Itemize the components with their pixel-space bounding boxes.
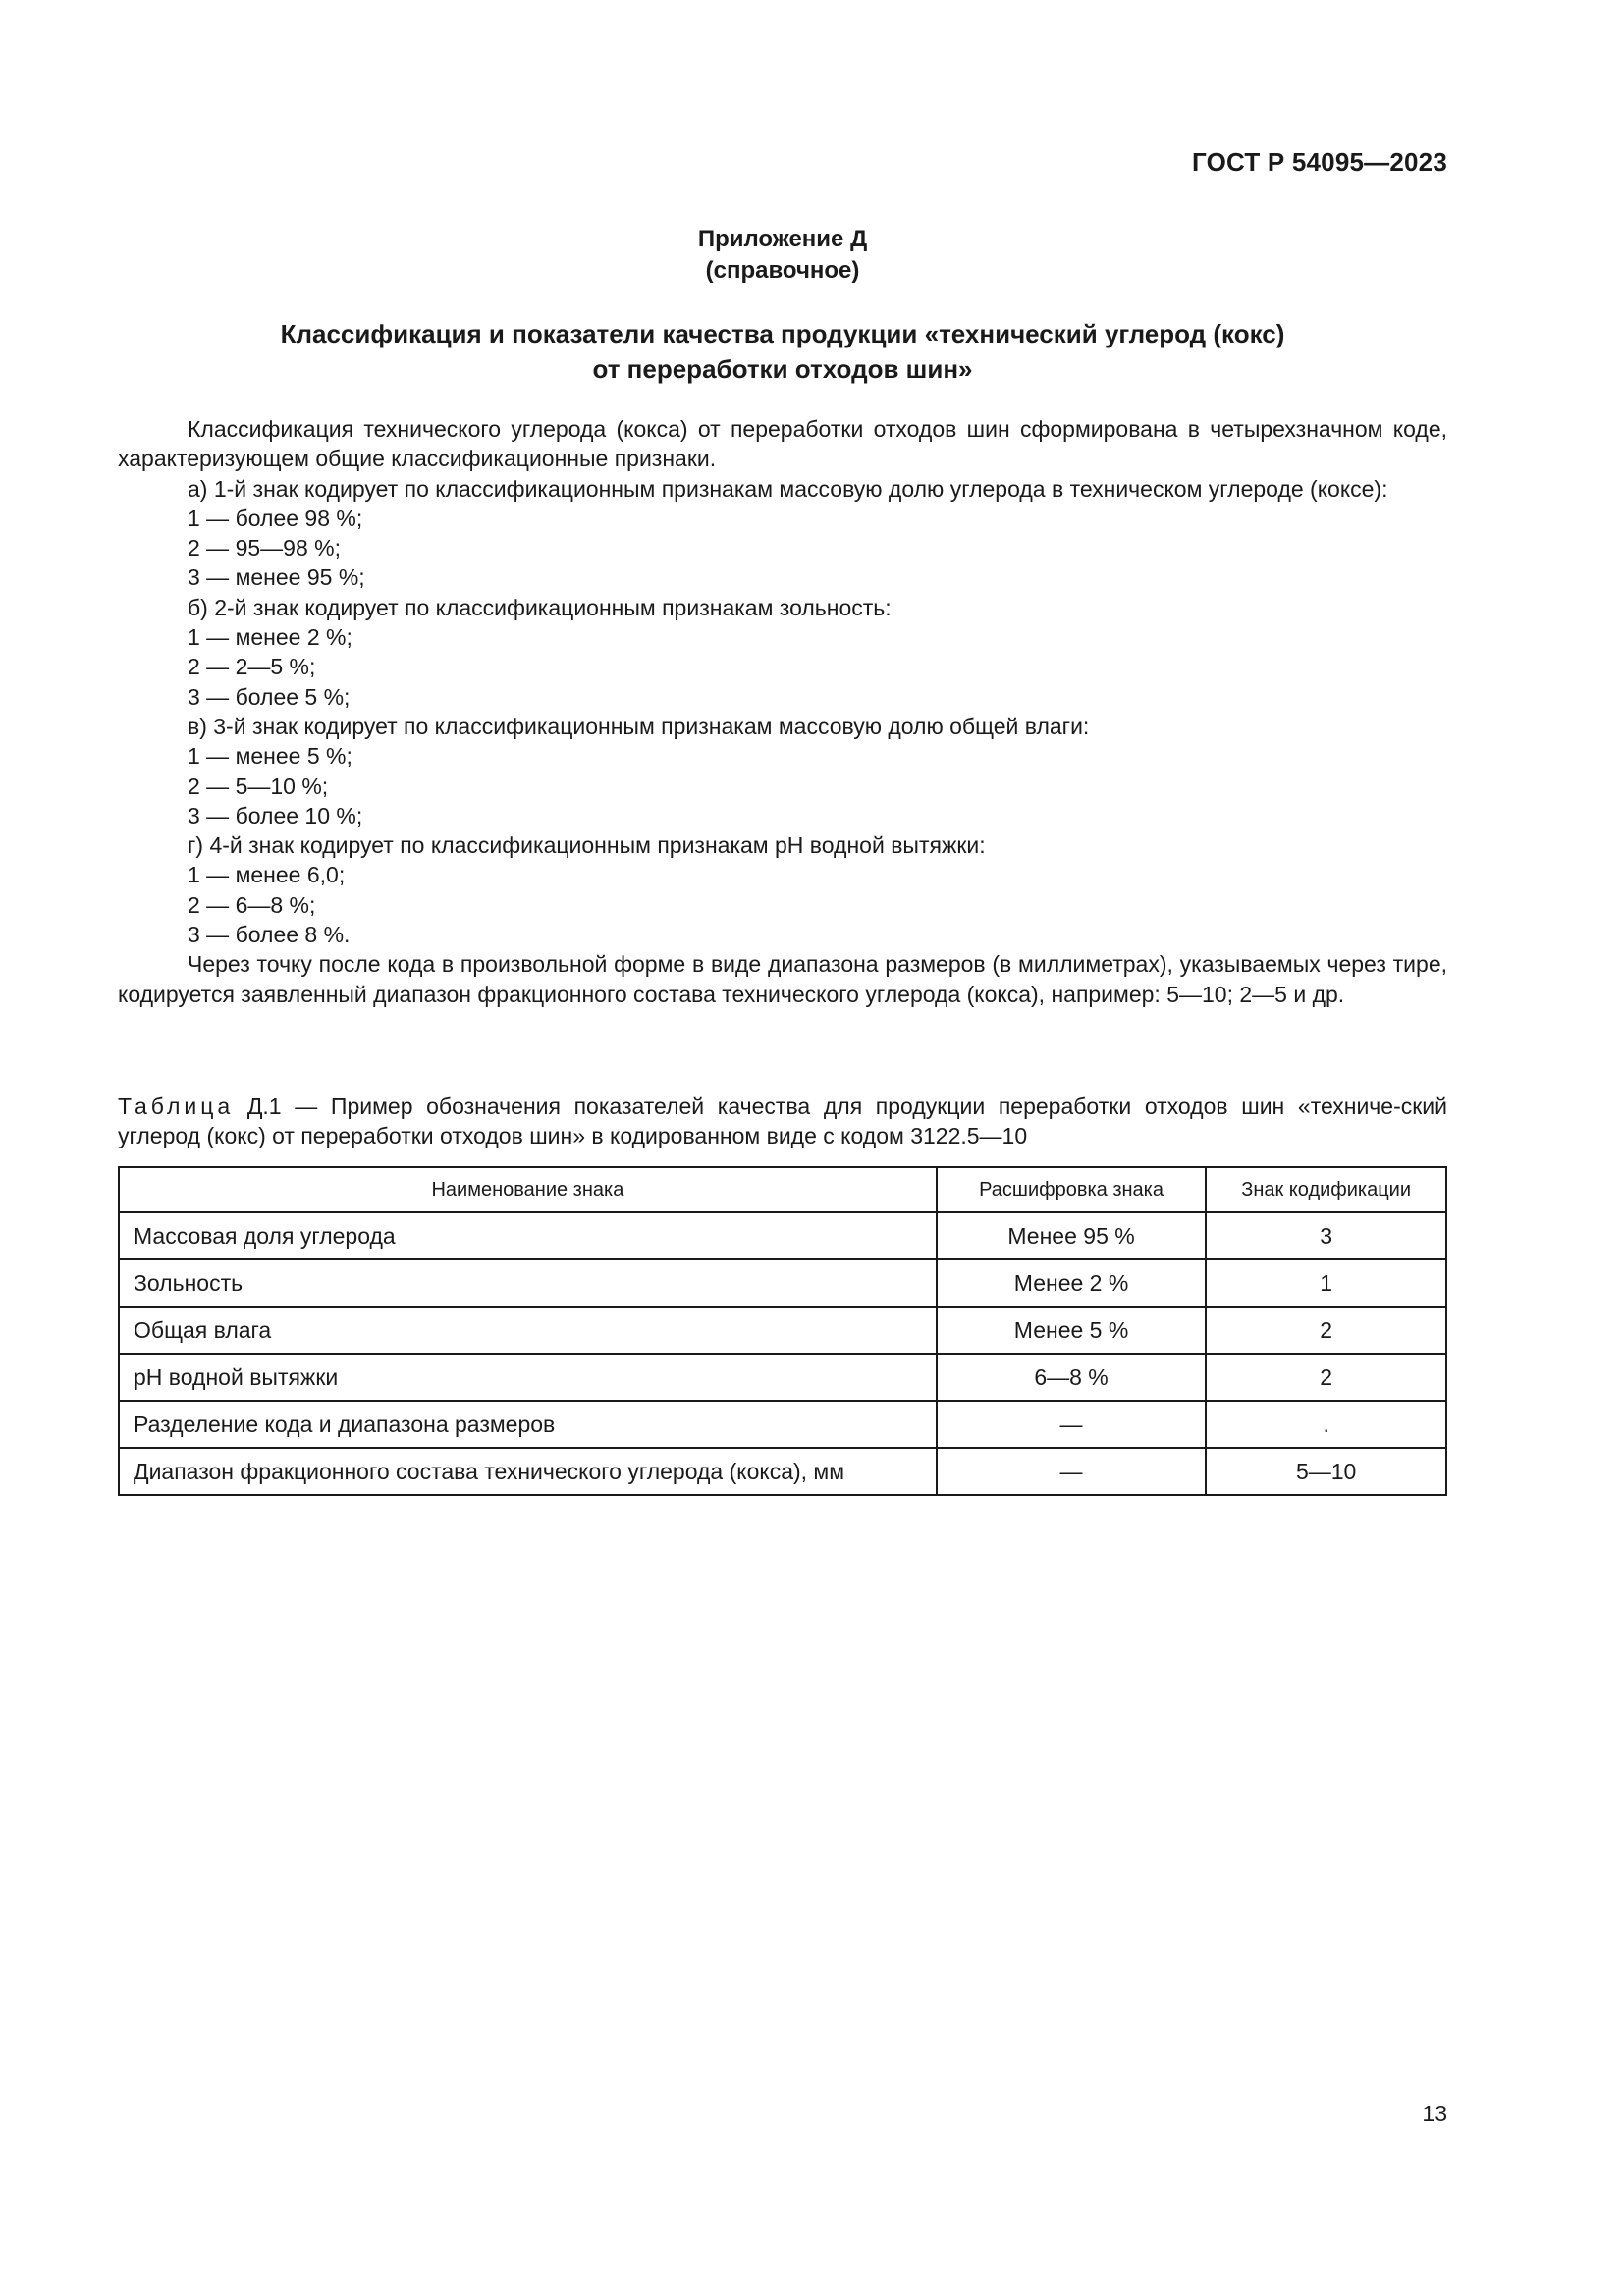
column-header: Расшифровка знака: [937, 1167, 1206, 1212]
table-header-row: [119, 1167, 1446, 1212]
table-caption-text: — Пример обозначения показателей качества для продукции переработки отходов шин «техниче-ский углерод (кокс) от переработки отходов шин» в кодированном виде с кодом 3122.5—10: [118, 1094, 1447, 1149]
list-item: 2 — 2—5 %;: [188, 654, 316, 680]
table-cell: рН водной вытяжки: [119, 1354, 937, 1401]
table-cell: 6—8 %: [937, 1354, 1206, 1401]
list-item: 1 — менее 5 %;: [188, 743, 352, 770]
list-item: 1 — менее 6,0;: [188, 862, 346, 888]
list-item: 1 — менее 2 %;: [188, 624, 352, 651]
table-row: [119, 1354, 1446, 1401]
table-caption: [118, 1092, 1447, 1151]
list-item: 3 — более 5 %;: [188, 683, 351, 710]
page-number: 13: [1422, 2101, 1447, 2126]
list-item: 2 — 6—8 %;: [188, 891, 316, 918]
list-item: 3 — более 10 %;: [188, 802, 363, 828]
table-cell: Общая влага: [119, 1307, 937, 1354]
item-b-heading: б) 2-й знак кодирует по классификационным признакам зольность:: [188, 594, 892, 620]
table-row: [119, 1448, 1446, 1495]
intro-paragraph: Классификация технического углерода (кокса) от переработки отходов шин сформирована в четырехзначном коде, характеризующем общие классификационные признаки.: [118, 416, 1447, 472]
table-cell: —: [937, 1401, 1206, 1448]
list-item: 2 — 95—98 %;: [188, 535, 341, 561]
table-cell: Диапазон фракционного состава технического углерода (кокса), мм: [119, 1448, 937, 1495]
table-cell: 5—10: [1206, 1448, 1446, 1495]
table-row: [119, 1212, 1446, 1259]
body-text: [118, 414, 1447, 1009]
document-code: ГОСТ Р 54095—2023: [1192, 147, 1447, 177]
column-header: Знак кодификации: [1206, 1167, 1446, 1212]
appendix-label: Приложение Д: [697, 226, 868, 252]
appendix-title: [118, 316, 1447, 387]
table-cell: .: [1206, 1401, 1446, 1448]
table-cell: 1: [1206, 1259, 1446, 1307]
appendix-heading: [0, 224, 1565, 287]
list-item: 2 — 5—10 %;: [188, 773, 329, 799]
list-item: 1 — более 98 %;: [188, 505, 363, 531]
list-item: 3 — менее 95 %;: [188, 564, 365, 591]
table-row: [119, 1259, 1446, 1307]
title-line-2: от переработки отходов шин»: [592, 354, 973, 384]
table-cell: —: [937, 1448, 1206, 1495]
table-cell: 2: [1206, 1354, 1446, 1401]
item-g-heading: г) 4-й знак кодирует по классификационным признакам рН водной вытяжки:: [188, 832, 986, 859]
item-v-heading: в) 3-й знак кодирует по классификационным признакам массовую долю общей влаги:: [188, 713, 1090, 739]
table-row: [119, 1401, 1446, 1448]
codification-table: [118, 1166, 1447, 1496]
list-item: 3 — более 8 %.: [188, 922, 351, 948]
table-cell: 3: [1206, 1212, 1446, 1259]
table-cell: 2: [1206, 1307, 1446, 1354]
table-caption-number: Д.1: [246, 1094, 282, 1119]
table-caption-word: Таблица: [118, 1094, 235, 1119]
table-cell: Разделение кода и диапазона размеров: [119, 1401, 937, 1448]
closing-paragraph: Через точку после кода в произвольной форме в виде диапазона размеров (в миллиметрах), указываемых через тире, кодируется заявленный диапазон фракционного состава технического углерода (кокса), например: 5—10; 2—5 и др.: [118, 951, 1447, 1007]
table-row: [119, 1307, 1446, 1354]
table-cell: Менее 5 %: [937, 1307, 1206, 1354]
appendix-type: (справочное): [705, 257, 860, 284]
table-cell: Менее 95 %: [937, 1212, 1206, 1259]
title-line-1: Классификация и показатели качества продукции «технический углерод (кокс): [280, 319, 1285, 348]
table-cell: Массовая доля углерода: [119, 1212, 937, 1259]
item-a-heading: а) 1-й знак кодирует по классификационным признакам массовую долю углерода в техническом углероде (коксе):: [188, 475, 1388, 502]
column-header: Наименование знака: [119, 1167, 937, 1212]
table-cell: Менее 2 %: [937, 1259, 1206, 1307]
table-cell: Зольность: [119, 1259, 937, 1307]
